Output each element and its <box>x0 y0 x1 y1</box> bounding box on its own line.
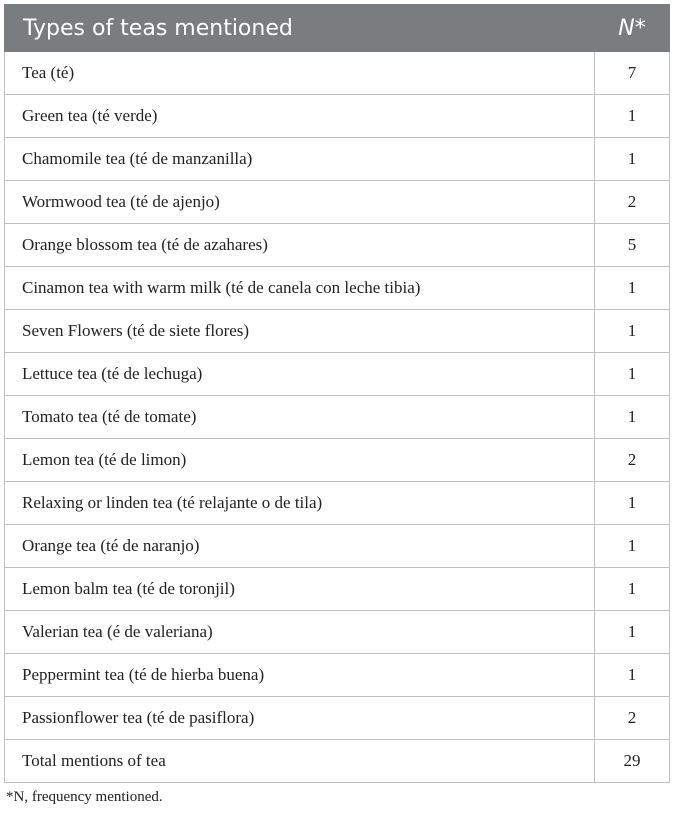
tea-type-cell: Total mentions of tea <box>5 740 595 783</box>
tea-type-cell: Seven Flowers (té de siete flores) <box>5 310 595 353</box>
frequency-cell: 1 <box>595 482 670 525</box>
table-row <box>5 267 670 310</box>
frequency-cell: 1 <box>595 353 670 396</box>
table-row <box>5 439 670 482</box>
frequency-cell: 2 <box>595 697 670 740</box>
table-row <box>5 353 670 396</box>
table-row <box>5 482 670 525</box>
frequency-cell: 29 <box>595 740 670 783</box>
table-row <box>5 310 670 353</box>
frequency-cell: 5 <box>595 224 670 267</box>
table-row <box>5 697 670 740</box>
frequency-cell: 1 <box>595 611 670 654</box>
tea-type-cell: Orange tea (té de naranjo) <box>5 525 595 568</box>
header-row <box>5 5 670 52</box>
frequency-cell: 7 <box>595 52 670 95</box>
table-row <box>5 568 670 611</box>
tea-type-cell: Chamomile tea (té de manzanilla) <box>5 138 595 181</box>
frequency-cell: 1 <box>595 396 670 439</box>
table-row <box>5 396 670 439</box>
tea-type-cell: Wormwood tea (té de ajenjo) <box>5 181 595 224</box>
table-footnote: *N, frequency mentioned. <box>6 789 163 805</box>
tea-type-cell: Green tea (té verde) <box>5 95 595 138</box>
table-row <box>5 654 670 697</box>
header-tea-type: Types of teas mentioned <box>5 5 595 52</box>
tea-type-cell: Tomato tea (té de tomate) <box>5 396 595 439</box>
frequency-cell: 1 <box>595 138 670 181</box>
tea-type-cell: Lemon tea (té de limon) <box>5 439 595 482</box>
tea-type-cell: Tea (té) <box>5 52 595 95</box>
table-row <box>5 138 670 181</box>
tea-type-cell: Valerian tea (é de valeriana) <box>5 611 595 654</box>
frequency-cell: 1 <box>595 654 670 697</box>
table-row <box>5 95 670 138</box>
table-row <box>5 52 670 95</box>
table-row <box>5 611 670 654</box>
tea-table-container <box>4 4 669 806</box>
header-frequency: N* <box>595 5 670 52</box>
tea-type-cell: Relaxing or linden tea (té relajante o de tila) <box>5 482 595 525</box>
tea-type-cell: Orange blossom tea (té de azahares) <box>5 224 595 267</box>
tea-types-table <box>4 4 670 783</box>
table-row <box>5 224 670 267</box>
table-row <box>5 740 670 783</box>
frequency-cell: 1 <box>595 95 670 138</box>
tea-type-cell: Passionflower tea (té de pasiflora) <box>5 697 595 740</box>
frequency-cell: 1 <box>595 568 670 611</box>
frequency-cell: 1 <box>595 310 670 353</box>
frequency-cell: 2 <box>595 439 670 482</box>
frequency-cell: 1 <box>595 267 670 310</box>
table-row <box>5 181 670 224</box>
frequency-cell: 1 <box>595 525 670 568</box>
table-body <box>5 52 670 783</box>
frequency-cell: 2 <box>595 181 670 224</box>
tea-type-cell: Lettuce tea (té de lechuga) <box>5 353 595 396</box>
tea-type-cell: Peppermint tea (té de hierba buena) <box>5 654 595 697</box>
tea-type-cell: Lemon balm tea (té de toronjil) <box>5 568 595 611</box>
tea-type-cell: Cinamon tea with warm milk (té de canela con leche tibia) <box>5 267 595 310</box>
table-row <box>5 525 670 568</box>
